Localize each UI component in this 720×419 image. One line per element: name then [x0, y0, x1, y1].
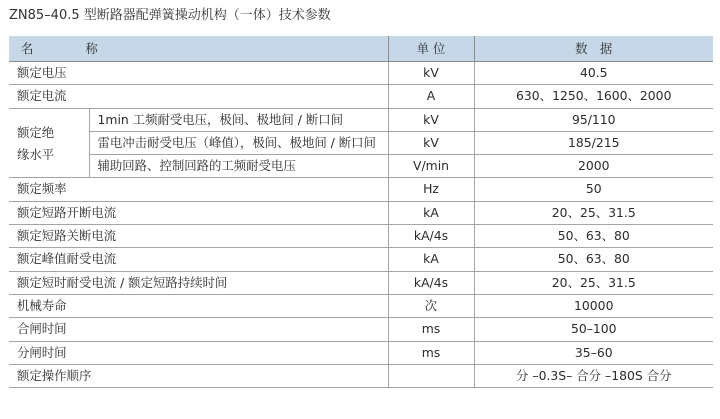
group-label-line-2: 缘水平 — [17, 147, 55, 163]
row-unit: kA/4s — [388, 225, 474, 248]
row-value: 分 –0.3S– 合分 –180S 合分 — [474, 364, 713, 387]
row-value: 50 — [474, 178, 713, 201]
header-data: 数 据 — [474, 36, 713, 62]
row-unit: kV — [388, 108, 474, 131]
row-value: 20、25、31.5 — [474, 201, 713, 224]
row-unit: kA — [388, 248, 474, 271]
row-unit: kV — [388, 131, 474, 154]
row-name: 雷电冲击耐受电压（峰值），极间、极地间 / 断口间 — [89, 131, 388, 154]
row-name: 额定短时耐受电流 / 额定短路持续时间 — [9, 271, 388, 294]
header-name-char-1: 名 — [21, 41, 34, 56]
table-row — [9, 364, 713, 387]
row-value: 630、1250、1600、2000 — [474, 85, 713, 108]
row-name: 额定峰值耐受电流 — [9, 248, 388, 271]
row-unit: kA — [388, 201, 474, 224]
row-name: 额定频率 — [9, 178, 388, 201]
row-unit: ms — [388, 318, 474, 341]
row-unit — [388, 364, 474, 387]
table-row — [9, 201, 713, 224]
table-row — [9, 108, 713, 131]
page-title: ZN85–40.5 型断路器配弹簧操动机构（一体）技术参数 — [9, 8, 331, 23]
row-name: 额定操作顺序 — [9, 364, 388, 387]
row-name: 辅助回路、控制回路的工频耐受电压 — [89, 155, 388, 178]
header-unit: 单 位 — [388, 36, 474, 62]
header-name — [9, 36, 388, 62]
row-name: 1min 工频耐受电压，极间、极地间 / 断口间 — [89, 108, 388, 131]
row-value: 10000 — [474, 294, 713, 317]
row-value: 50、63、80 — [474, 248, 713, 271]
row-value: 50–100 — [474, 318, 713, 341]
table-row — [9, 271, 713, 294]
table-row — [9, 85, 713, 108]
table-row — [9, 131, 713, 154]
row-unit: kA/4s — [388, 271, 474, 294]
row-unit: V/min — [388, 155, 474, 178]
table-row — [9, 62, 713, 85]
row-name: 额定短路关断电流 — [9, 225, 388, 248]
row-value: 2000 — [474, 155, 713, 178]
group-label-line-1: 额定绝 — [17, 125, 55, 141]
row-value: 185/215 — [474, 131, 713, 154]
table-row — [9, 248, 713, 271]
table-row — [9, 155, 713, 178]
spec-table — [9, 36, 713, 388]
table-row — [9, 294, 713, 317]
row-value: 95/110 — [474, 108, 713, 131]
table-row — [9, 178, 713, 201]
row-value: 35–60 — [474, 341, 713, 364]
table-header-row — [9, 36, 713, 62]
row-value: 20、25、31.5 — [474, 271, 713, 294]
row-name: 额定短路开断电流 — [9, 201, 388, 224]
row-name: 额定电流 — [9, 85, 388, 108]
row-unit: ms — [388, 341, 474, 364]
row-unit: A — [388, 85, 474, 108]
row-name: 分闸时间 — [9, 341, 388, 364]
row-unit: kV — [388, 62, 474, 85]
row-unit: Hz — [388, 178, 474, 201]
row-name: 合闸时间 — [9, 318, 388, 341]
insulation-group-label — [9, 108, 89, 178]
table-row — [9, 341, 713, 364]
row-name: 机械寿命 — [9, 294, 388, 317]
row-value: 40.5 — [474, 62, 713, 85]
table-row — [9, 225, 713, 248]
row-unit: 次 — [388, 294, 474, 317]
row-value: 50、63、80 — [474, 225, 713, 248]
row-name: 额定电压 — [9, 62, 388, 85]
table-row — [9, 318, 713, 341]
header-name-char-2: 称 — [85, 41, 98, 56]
